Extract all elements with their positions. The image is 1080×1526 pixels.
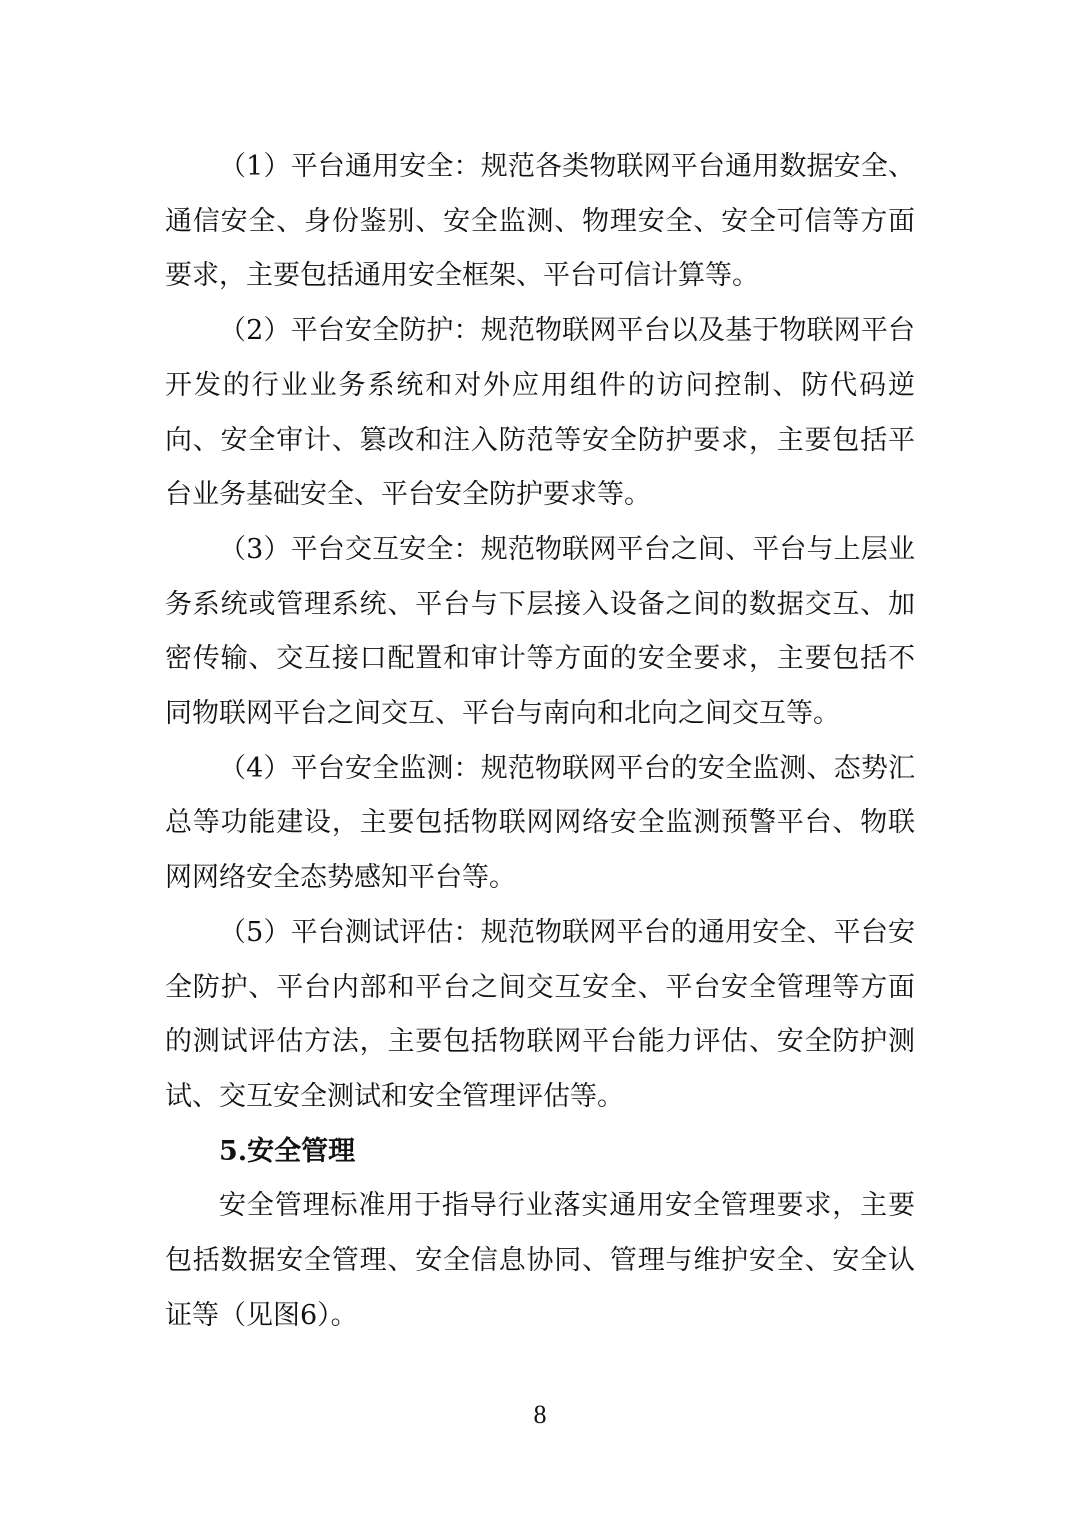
- paragraph-platform-test-evaluation: （5）平台测试评估：规范物联网平台的通用安全、平台安全防护、平台内部和平台之间交互安全、平台安全管理等方面的测试评估方法，主要包括物联网平台能力评估、安全防护测试、交互安全测试和安全管理评估等。: [165, 916, 915, 1112]
- paragraph-platform-security-protection: （2）平台安全防护：规范物联网平台以及基于物联网平台开发的行业业务系统和对外应用组件的访问控制、防代码逆向、安全审计、篡改和注入防范等安全防护要求，主要包括平台业务基础安全、平台安全防护要求等。: [165, 315, 915, 511]
- paragraph-platform-interaction-security: （3）平台交互安全：规范物联网平台之间、平台与上层业务系统或管理系统、平台与下层接入设备之间的数据交互、加密传输、交互接口配置和审计等方面的安全要求，主要包括不同物联网平台之间交互、平台与南向和北向之间交互等。: [165, 533, 915, 730]
- body-text: [165, 140, 915, 1343]
- paragraph-security-management: 安全管理标准用于指导行业落实通用安全管理要求，主要包括数据安全管理、安全信息协同、管理与维护安全、安全认证等（见图6）。: [165, 1190, 915, 1331]
- section-heading-security-management: 5.安全管理: [219, 1135, 356, 1167]
- paragraph-platform-security-monitoring: （4）平台安全监测：规范物联网平台的安全监测、态势汇总等功能建设，主要包括物联网网络安全监测预警平台、物联网网络安全态势感知平台等。: [165, 752, 915, 894]
- paragraph-platform-general-security: （1）平台通用安全：规范各类物联网平台通用数据安全、通信安全、身份鉴别、安全监测、物理安全、安全可信等方面要求，主要包括通用安全框架、平台可信计算等。: [165, 151, 915, 292]
- page-number: 8: [533, 1400, 547, 1429]
